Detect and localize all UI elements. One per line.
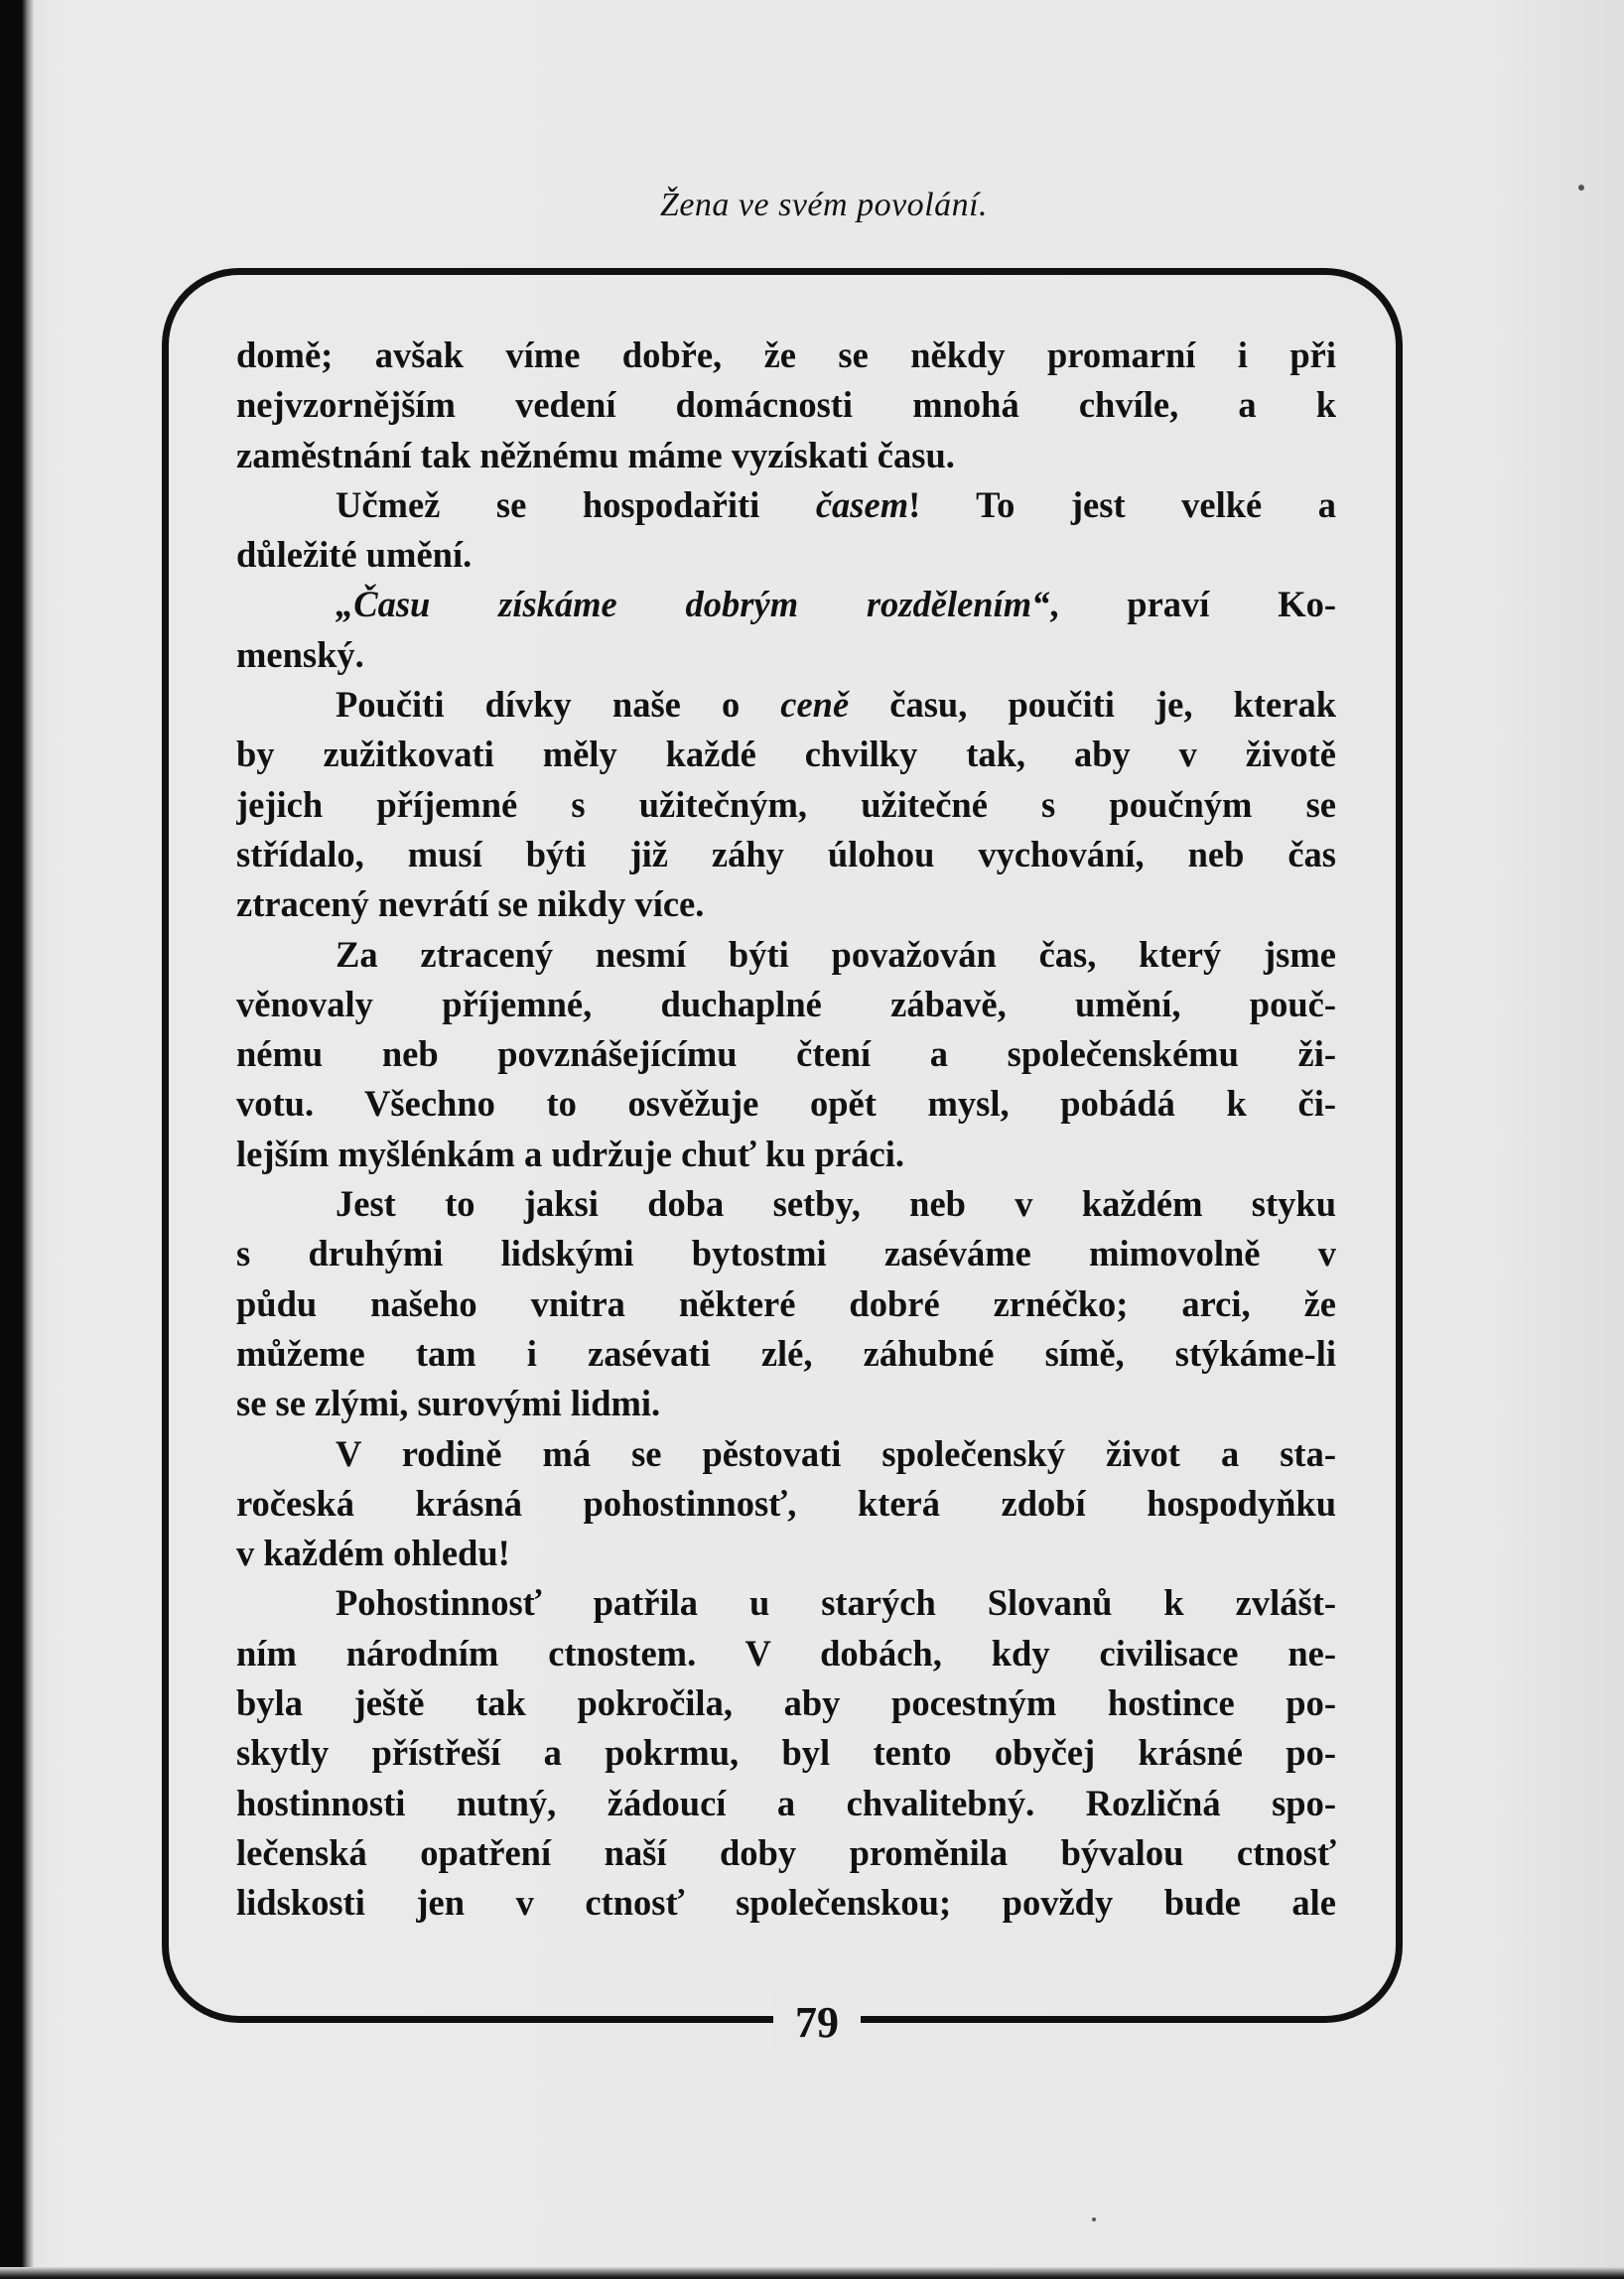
line-text: střídalo, musí býti již záhy úlohou vychování, neb čas bbox=[236, 833, 1336, 874]
page-number bbox=[0, 1995, 1624, 2051]
line-text: ! To jest velké a bbox=[908, 483, 1336, 525]
line-text: zaměstnání tak něžnému máme vyzískati času. bbox=[236, 434, 955, 475]
line-text: votu. Všechno to osvěžuje opět mysl, pobádá k či- bbox=[236, 1083, 1336, 1125]
line-text: domě; avšak víme dobře, že se někdy promarní i při bbox=[236, 335, 1336, 375]
text-line bbox=[236, 879, 1336, 929]
italic-emphasis: „Času získáme dobrým rozdělením“ bbox=[336, 584, 1050, 625]
line-text: V rodině má se pěstovati společenský život a sta- bbox=[336, 1432, 1336, 1474]
text-line bbox=[236, 1279, 1336, 1329]
text-line bbox=[236, 680, 1336, 730]
line-text: lidskosti jen v ctnosť společenskou; povždy bude ale bbox=[236, 1882, 1336, 1924]
text-line bbox=[236, 431, 1336, 480]
line-text: ztracený nevrátí se nikdy více. bbox=[236, 883, 705, 925]
text-line bbox=[236, 780, 1336, 830]
line-text: nejvzornějším vedení domácnosti mnohá chvíle, a k bbox=[236, 384, 1336, 426]
line-text: Jest to jaksi doba setby, neb v každém styku bbox=[336, 1183, 1336, 1225]
bottom-shadow bbox=[0, 2267, 1624, 2279]
text-line bbox=[236, 1229, 1336, 1278]
text-line bbox=[236, 1629, 1336, 1678]
text-line bbox=[236, 1130, 1336, 1179]
line-text: Pohostinnosť patřila u starých Slovanů k zvlášt- bbox=[336, 1582, 1336, 1624]
line-text: hostinnosti nutný, žádoucí a chvalitebný. Rozličná spo- bbox=[236, 1782, 1336, 1823]
running-head bbox=[0, 187, 1624, 224]
line-text: Poučiti dívky naše o bbox=[336, 684, 781, 726]
text-line bbox=[236, 1029, 1336, 1079]
text-line bbox=[236, 331, 1336, 380]
text-line bbox=[236, 1678, 1336, 1728]
line-text: v každém ohledu! bbox=[236, 1533, 510, 1574]
line-text: ročeská krásná pohostinnosť, která zdobí hospodyňku bbox=[236, 1482, 1336, 1524]
text-line bbox=[236, 1878, 1336, 1928]
line-text: nému neb povznášejícímu čtení a společenskému ži- bbox=[236, 1033, 1336, 1075]
text-line bbox=[236, 1779, 1336, 1828]
text-line bbox=[236, 480, 1336, 530]
line-text: času, poučiti je, kterak bbox=[849, 684, 1336, 726]
page-number-text: 79 bbox=[773, 1995, 861, 2051]
line-text: Učmež se hospodařiti bbox=[336, 483, 816, 525]
line-text: ním národním ctnostem. V dobách, kdy civilisace ne- bbox=[236, 1632, 1336, 1674]
text-line bbox=[236, 580, 1336, 629]
text-line bbox=[236, 830, 1336, 879]
running-head-text: Žena ve svém povolání. bbox=[659, 187, 989, 223]
line-text: věnovaly příjemné, duchaplné zábavě, umění, pouč- bbox=[236, 983, 1336, 1024]
text-line bbox=[236, 1379, 1336, 1428]
line-text: s druhými lidskými bytostmi zaséváme mimovolně v bbox=[236, 1233, 1336, 1274]
text-line bbox=[236, 1429, 1336, 1479]
italic-emphasis: ceně bbox=[780, 684, 850, 726]
line-text: lejším myšlénkám a udržuje chuť ku práci. bbox=[236, 1133, 904, 1174]
paper-speck bbox=[1092, 2217, 1096, 2221]
text-line bbox=[236, 630, 1336, 680]
text-line bbox=[236, 1578, 1336, 1628]
line-text: lečenská opatření naší doby proměnila bývalou ctnosť bbox=[236, 1831, 1336, 1873]
text-line bbox=[236, 380, 1336, 430]
binding-shadow bbox=[0, 0, 34, 2279]
line-text: Za ztracený nesmí býti považován čas, který jsme bbox=[336, 933, 1336, 975]
line-text: , praví Ko- bbox=[1049, 584, 1336, 625]
text-line bbox=[236, 1529, 1336, 1578]
line-text: by zužitkovati měly každé chvilky tak, aby v životě bbox=[236, 734, 1336, 775]
text-line bbox=[236, 530, 1336, 580]
text-line bbox=[236, 1079, 1336, 1129]
text-line bbox=[236, 1728, 1336, 1778]
text-line bbox=[236, 1179, 1336, 1229]
italic-emphasis: časem bbox=[815, 483, 909, 525]
line-text: jejich příjemné s užitečným, užitečné s poučným se bbox=[236, 783, 1336, 825]
text-line bbox=[236, 1828, 1336, 1878]
text-line bbox=[236, 730, 1336, 779]
line-text: se se zlými, surovými lidmi. bbox=[236, 1383, 661, 1424]
line-text: menský. bbox=[236, 633, 364, 675]
line-text: byla ještě tak pokročila, aby pocestným hostince po- bbox=[236, 1682, 1336, 1724]
text-line bbox=[236, 930, 1336, 980]
text-line bbox=[236, 980, 1336, 1029]
line-text: půdu našeho vnitra některé dobré zrnéčko; arci, že bbox=[236, 1282, 1336, 1324]
line-text: skytly přístřeší a pokrmu, byl tento obyčej krásné po- bbox=[236, 1732, 1336, 1774]
text-line bbox=[236, 1479, 1336, 1529]
line-text: důležité umění. bbox=[236, 534, 473, 576]
text-line bbox=[236, 1329, 1336, 1379]
line-text: můžeme tam i zasévati zlé, záhubné símě, stýkáme-li bbox=[236, 1332, 1336, 1374]
body-text bbox=[236, 331, 1336, 1929]
